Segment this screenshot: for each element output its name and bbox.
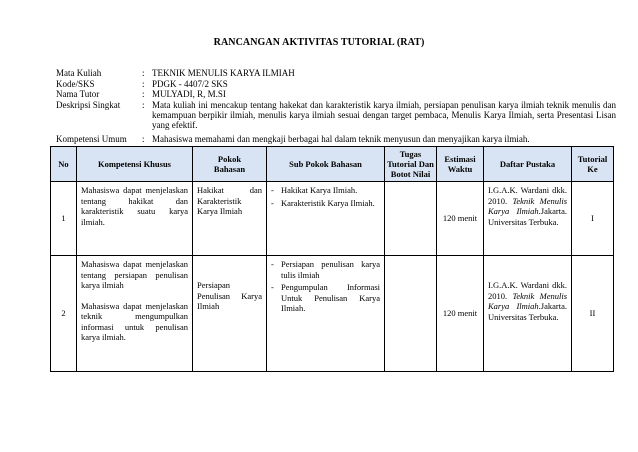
meta-colon: : [142, 89, 145, 99]
header-tugas-tutorial: Tugas Tutorial Dan Botot Nilai [385, 147, 437, 182]
list-item: - Karakteristik Karya Ilmiah. [271, 198, 380, 209]
pokok-bahasan-cell [193, 256, 267, 372]
reference [484, 182, 571, 230]
reference-author: I.G.A.K. Wardani dkk. 2010. [488, 185, 567, 206]
estimasi-waktu: 120 menit [437, 256, 484, 372]
header-no: No [51, 147, 77, 182]
tugas-cell [385, 256, 437, 372]
reference-author: I.G.A.K. Wardani dkk. 2010. [488, 280, 567, 301]
meta-value: Mata kuliah ini mencakup tentang hakekat dan karakteristik karya ilmiah, persiapan penulisan karya ilmiah teknik menulis dan kemampuan berpikir ilmiah, menulis karya ilmiah sesuai dengan target pembaca, Menulis Karya Ilmiah, serta Presentasi Lisan yang efektif. [152, 99, 616, 131]
sub-pokok-list [271, 185, 380, 208]
tutorial-ke: II [572, 256, 614, 372]
tugas-cell [385, 182, 437, 256]
daftar-pustaka-cell [484, 182, 572, 256]
table-row [51, 256, 614, 372]
sub-pokok-cell [267, 182, 385, 256]
meta-row-nama-tutor [56, 89, 616, 100]
header-daftar-pustaka: Daftar Pustaka [484, 147, 572, 182]
meta-colon: : [142, 68, 145, 78]
list-item: - Persiapan penulisan karya tulis ilmiah [271, 259, 380, 280]
kompetensi-cell [77, 182, 193, 256]
sub-pokok-list [271, 259, 380, 314]
estimasi-waktu: 120 menit [437, 182, 484, 256]
meta-key: Nama Tutor [56, 89, 100, 99]
list-item: - Hakikat Karya Ilmiah. [271, 185, 380, 196]
reference-publisher: .Jakarta. Universitas Terbuka. [488, 206, 567, 227]
meta-colon: : [142, 78, 145, 89]
reference-title: Teknik Menulis Karya Ilmiah [488, 195, 568, 216]
document-title: RANCANGAN AKTIVITAS TUTORIAL (RAT) [213, 37, 425, 48]
kompetensi-cell [77, 256, 193, 372]
meta-colon: : [142, 134, 145, 145]
meta-key: Deskripsi Singkat [56, 99, 121, 110]
tutorial-ke: I [572, 182, 614, 256]
meta-row-mata-kuliah [56, 68, 616, 79]
table-row [51, 182, 614, 256]
header-tutorial-ke: Tutorial Ke [572, 147, 614, 182]
list-item: - Pengumpulan Informasi Untuk Penulisan Karya Ilmiah. [271, 282, 380, 314]
pokok-bahasan-text: Hakikat dan Karakteristik Karya Ilmiah [197, 185, 262, 216]
header-kompetensi-khusus: Kompetensi Khusus [77, 147, 193, 182]
sub-pokok-cell [267, 256, 385, 372]
pokok-bahasan-cell [193, 182, 267, 256]
meta-colon: : [142, 99, 145, 110]
meta-row-kompetensi-umum [56, 134, 616, 145]
meta-value: PDGK - 4407/2 SKS [152, 78, 228, 89]
meta-key: Mata Kuliah [56, 68, 102, 78]
meta-key: Kode/SKS [56, 78, 95, 89]
rat-table [50, 146, 614, 372]
meta-row-kode-sks [56, 79, 616, 90]
meta-value: MULYADI, R, M.SI [152, 89, 226, 99]
kompetensi-text [77, 256, 192, 346]
reference [484, 256, 571, 325]
header-sub-pokok-bahasan: Sub Pokok Bahasan [267, 147, 385, 182]
meta-value: Mahasiswa memahami dan mengkaji berbagai hal dalam teknik menyusun dan menyajikan karya ilmiah. [152, 134, 530, 145]
row-number: 2 [51, 256, 77, 372]
reference-publisher: .Jakarta. Universitas Terbuka. [488, 301, 567, 322]
pokok-bahasan-text: Persiapan Penulisan Karya Ilmiah [197, 280, 262, 311]
reference-title: Teknik Menulis Karya Ilmiah [488, 290, 568, 311]
meta-key: Kompetensi Umum [56, 134, 127, 145]
header-estimasi-waktu: Estimasi Waktu [437, 147, 484, 182]
kompetensi-text: Mahasiswa dapat menjelaskan tentang hakikat dan karakteristik suatu karya ilmiah. [81, 185, 188, 227]
course-info [56, 68, 616, 145]
meta-value: TEKNIK MENULIS KARYA ILMIAH [152, 68, 295, 78]
kompetensi-item: Mahasiswa dapat menjelaskan teknik mengumpulkan informasi untuk penulisan karya ilmiah. [81, 300, 188, 342]
table-header-row [51, 147, 614, 182]
meta-row-deskripsi [56, 100, 616, 131]
row-number: 1 [51, 182, 77, 256]
header-pokok-bahasan: Pokok Bahasan [193, 147, 267, 182]
kompetensi-item: Mahasiswa dapat menjelaskan tentang persiapan penulisan karya ilmiah [81, 259, 188, 290]
daftar-pustaka-cell [484, 256, 572, 372]
